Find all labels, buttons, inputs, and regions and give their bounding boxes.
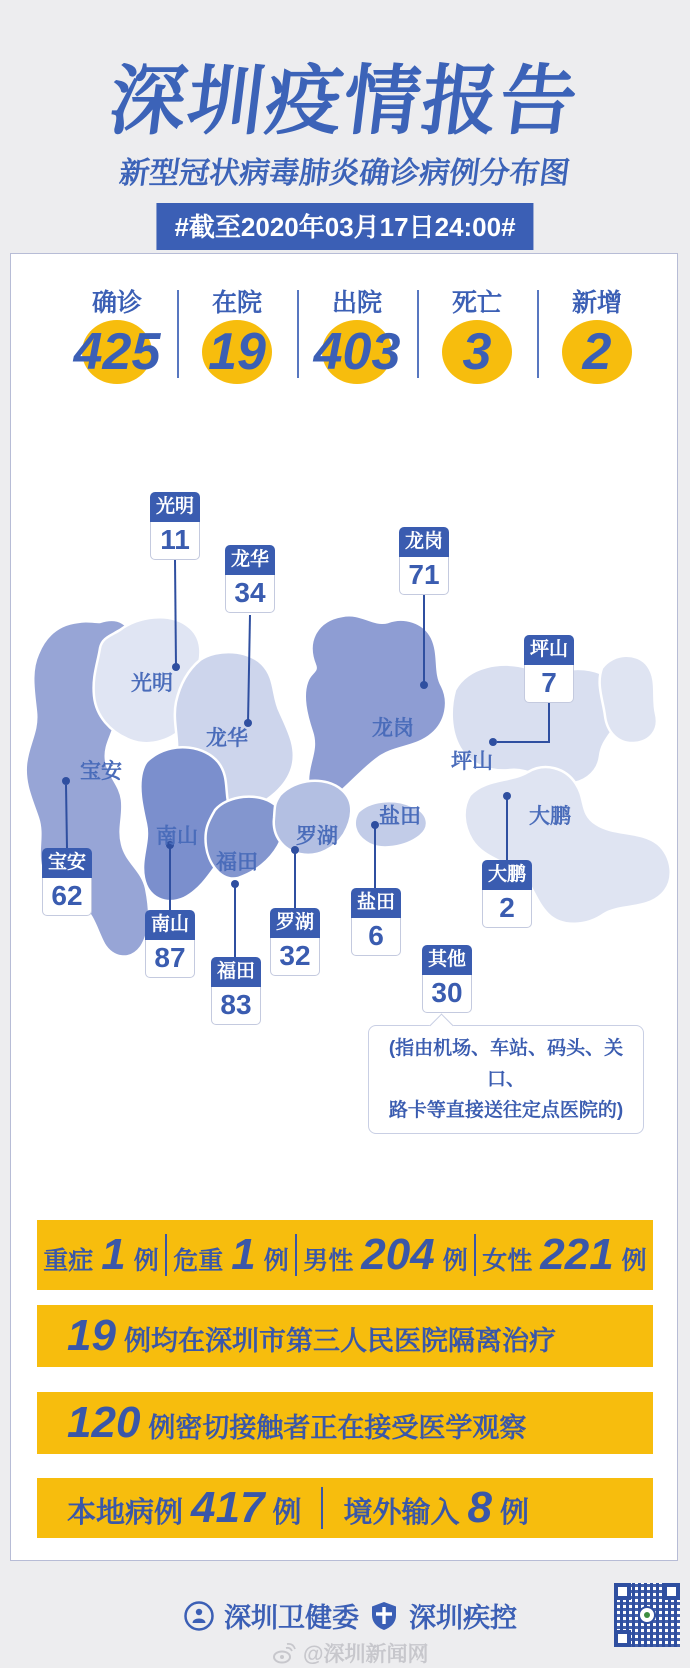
note-line1: (指由机场、车站、码头、关口、 — [388, 1038, 624, 1090]
local-cases-item — [67, 1482, 302, 1532]
district-card-dapeng — [482, 860, 532, 928]
stat-new — [537, 288, 657, 384]
qr-code — [614, 1583, 680, 1647]
item-unit: 例 — [499, 1496, 529, 1529]
district-name: 大鹏 — [482, 860, 532, 890]
item-label: 男性 — [303, 1247, 354, 1275]
org-name: 深圳疾控 — [409, 1603, 517, 1633]
district-card-longgang — [399, 527, 449, 595]
stat-label: 在院 — [211, 289, 262, 317]
health-commission — [183, 1596, 359, 1635]
district-value: 32 — [270, 938, 320, 976]
stat-value: 425 — [73, 323, 161, 381]
cdc — [368, 1596, 517, 1635]
item-text: 例均在深圳市第三人民医院隔离治疗 — [123, 1326, 556, 1356]
medical-observation-bar — [37, 1392, 653, 1454]
item-unit: 例 — [442, 1247, 468, 1275]
item-unit: 例 — [133, 1247, 159, 1275]
item-value: 417 — [191, 1482, 265, 1532]
item-value: 204 — [361, 1230, 435, 1279]
map-label-longgang: 龙岗 — [372, 717, 414, 740]
district-shape-dapeng-north — [600, 656, 657, 743]
qr-finder-icon — [614, 1583, 631, 1600]
item-text: 例密切接触者正在接受医学观察 — [148, 1413, 527, 1443]
qr-finder-icon — [663, 1583, 680, 1600]
district-value: 71 — [399, 557, 449, 595]
org-name: 深圳卫健委 — [224, 1603, 359, 1633]
weibo-icon — [272, 1642, 296, 1664]
female-item — [482, 1230, 647, 1279]
district-value: 34 — [225, 575, 275, 613]
map-label-luohu: 罗湖 — [296, 825, 338, 848]
item-value: 19 — [67, 1311, 116, 1360]
watermark — [272, 1638, 428, 1668]
map-label-pingshan: 坪山 — [451, 750, 493, 773]
bar-divider — [321, 1487, 323, 1529]
stat-value: 2 — [582, 323, 612, 381]
district-card-baoan — [42, 848, 92, 916]
district-value: 2 — [482, 890, 532, 928]
map-label-guangming: 光明 — [131, 672, 173, 695]
severe-item — [43, 1230, 159, 1279]
stat-label: 确诊 — [91, 289, 142, 317]
date-banner: #截至2020年03月17日24:00# — [156, 203, 533, 250]
map-label-futian: 福田 — [216, 851, 258, 874]
district-value: 87 — [145, 940, 195, 978]
stat-label: 新增 — [571, 289, 622, 317]
district-value: 7 — [524, 665, 574, 703]
map-label-yantian: 盐田 — [379, 805, 421, 828]
stat-value: 403 — [313, 323, 401, 381]
health-commission-logo-icon — [183, 1600, 215, 1632]
stat-confirmed — [57, 288, 177, 384]
stat-label: 出院 — [331, 289, 382, 317]
isolation-treatment-bar — [37, 1305, 653, 1367]
map-label-nanshan: 南山 — [156, 825, 198, 848]
item-label: 危重 — [173, 1247, 224, 1275]
item-label: 重症 — [43, 1247, 94, 1275]
district-card-nanshan — [145, 910, 195, 978]
district-name: 罗湖 — [270, 908, 320, 938]
district-value: 62 — [42, 878, 92, 916]
district-value: 6 — [351, 918, 401, 956]
stat-value: 3 — [462, 323, 492, 381]
item-label: 境外输入 — [343, 1496, 460, 1529]
district-name: 光明 — [150, 492, 200, 522]
map-label-longhua: 龙华 — [206, 727, 248, 750]
qr-finder-icon — [614, 1630, 631, 1647]
stat-in-hospital — [177, 288, 297, 384]
imported-cases-item — [343, 1482, 529, 1532]
cdc-shield-icon — [368, 1600, 400, 1632]
district-value: 30 — [422, 975, 472, 1013]
district-name: 宝安 — [42, 848, 92, 878]
district-card-futian — [211, 957, 261, 1025]
district-card-longhua — [225, 545, 275, 613]
district-name: 南山 — [145, 910, 195, 940]
note-line2: 路卡等直接送往定点医院的) — [388, 1100, 624, 1121]
district-name: 盐田 — [351, 888, 401, 918]
stat-deaths — [417, 288, 537, 384]
district-name: 坪山 — [524, 635, 574, 665]
district-name: 龙岗 — [399, 527, 449, 557]
district-name: 其他 — [422, 945, 472, 975]
item-unit: 例 — [263, 1247, 289, 1275]
critical-item — [173, 1230, 289, 1279]
stat-discharged — [297, 288, 417, 384]
district-name: 龙华 — [225, 545, 275, 575]
item-unit: 例 — [621, 1247, 647, 1275]
district-name: 福田 — [211, 957, 261, 987]
item-value: 221 — [540, 1230, 614, 1279]
page-subtitle: 新型冠状病毒肺炎确诊病例分布图 — [117, 157, 572, 190]
bar-divider — [165, 1234, 167, 1276]
district-card-pingshan — [524, 635, 574, 703]
bar-divider — [474, 1234, 476, 1276]
watermark-text: @深圳新闻网 — [303, 1643, 429, 1666]
bar-divider — [295, 1234, 297, 1276]
item-value: 1 — [231, 1230, 256, 1279]
district-value: 11 — [150, 522, 200, 560]
page-title: 深圳疫情报告 — [104, 59, 584, 144]
district-value: 83 — [211, 987, 261, 1025]
male-item — [303, 1230, 468, 1279]
item-value: 8 — [467, 1482, 492, 1532]
item-unit: 例 — [272, 1496, 302, 1529]
district-card-other — [422, 945, 472, 1013]
local-imported-bar — [37, 1478, 653, 1538]
district-card-yantian — [351, 888, 401, 956]
stat-value: 19 — [208, 323, 266, 381]
district-card-luohu — [270, 908, 320, 976]
map-label-dapeng: 大鹏 — [529, 805, 571, 828]
severity-gender-bar — [37, 1220, 653, 1290]
other-cases-note — [368, 1025, 644, 1134]
stat-label: 死亡 — [451, 289, 502, 317]
item-label: 本地病例 — [67, 1496, 184, 1529]
item-value: 120 — [67, 1398, 141, 1447]
item-value: 1 — [101, 1230, 126, 1279]
map-label-baoan: 宝安 — [80, 760, 122, 783]
qr-logo-icon — [638, 1606, 656, 1624]
shenzhen-district-map — [0, 555, 690, 1025]
district-card-guangming — [150, 492, 200, 560]
item-label: 女性 — [482, 1247, 533, 1275]
